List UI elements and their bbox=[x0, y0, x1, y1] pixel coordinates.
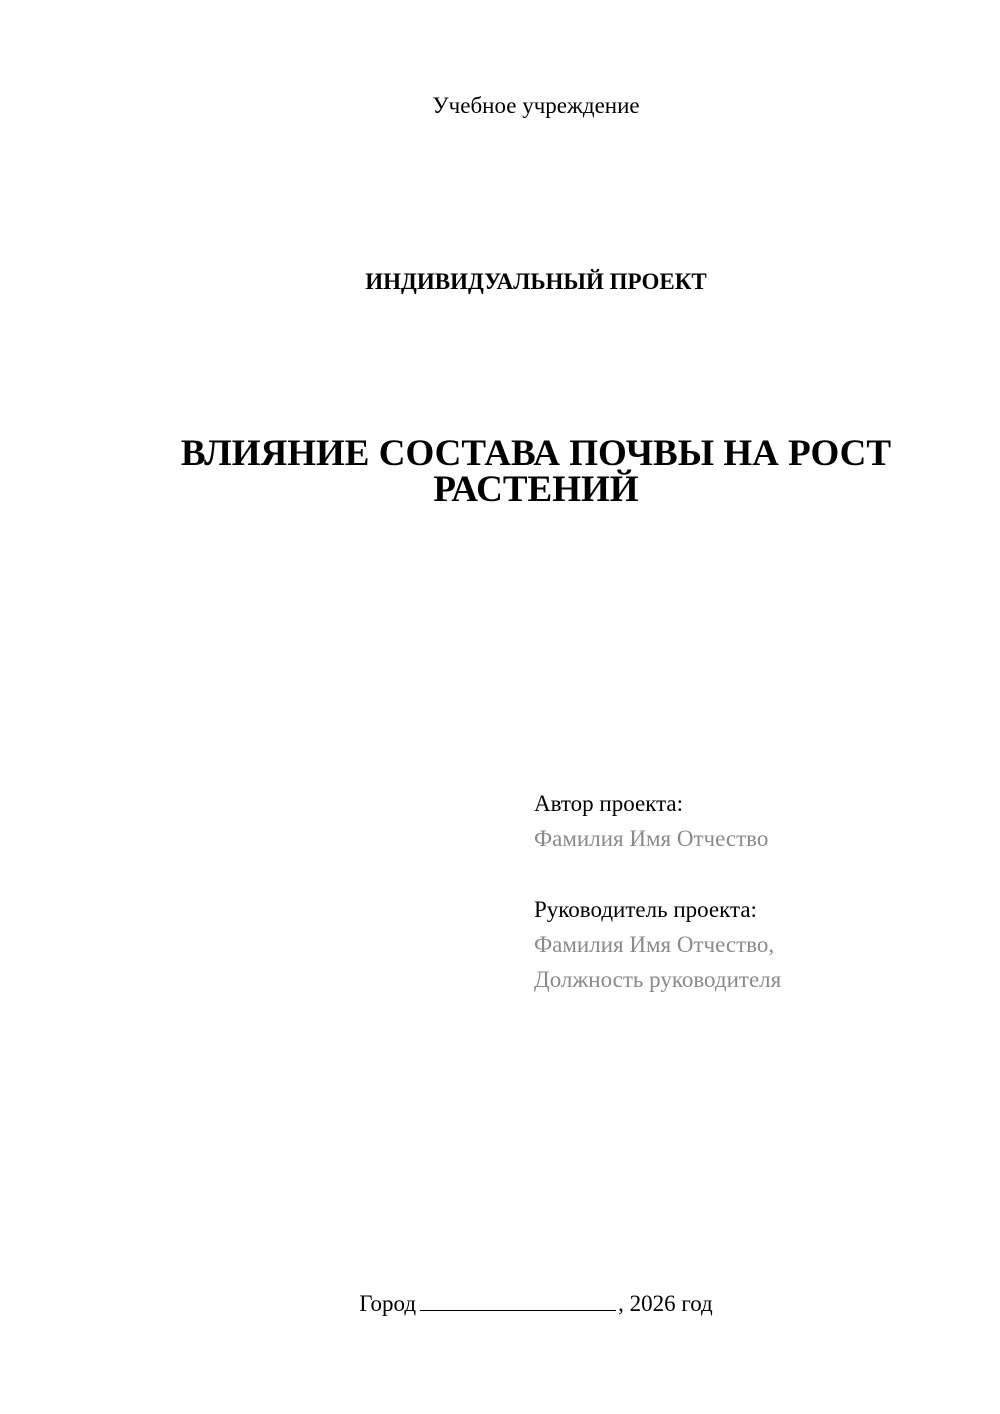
year-text: , 2026 год bbox=[618, 1291, 713, 1316]
city-label: Город bbox=[359, 1291, 417, 1316]
city-year-line bbox=[0, 1290, 1000, 1318]
project-title bbox=[160, 433, 912, 510]
project-title-line-1: ВЛИЯНИЕ СОСТАВА ПОЧВЫ НА РОСТ bbox=[180, 433, 892, 474]
supervisor-position-placeholder: Должность руководителя bbox=[534, 967, 782, 992]
project-title-line-2: РАСТЕНИЙ bbox=[433, 469, 639, 510]
city-blank-line bbox=[420, 1290, 616, 1311]
supervisor-name-placeholder: Фамилия Имя Отчество, bbox=[534, 932, 775, 957]
supervisor-label: Руководитель проекта: bbox=[534, 897, 757, 922]
author-block bbox=[534, 786, 964, 856]
author-label: Автор проекта: bbox=[534, 791, 683, 816]
project-type-heading: ИНДИВИДУАЛЬНЫЙ ПРОЕКТ bbox=[365, 269, 707, 294]
institution-name: Учебное учреждение bbox=[432, 93, 640, 118]
supervisor-block bbox=[534, 892, 964, 997]
author-name-placeholder: Фамилия Имя Отчество bbox=[534, 826, 769, 851]
